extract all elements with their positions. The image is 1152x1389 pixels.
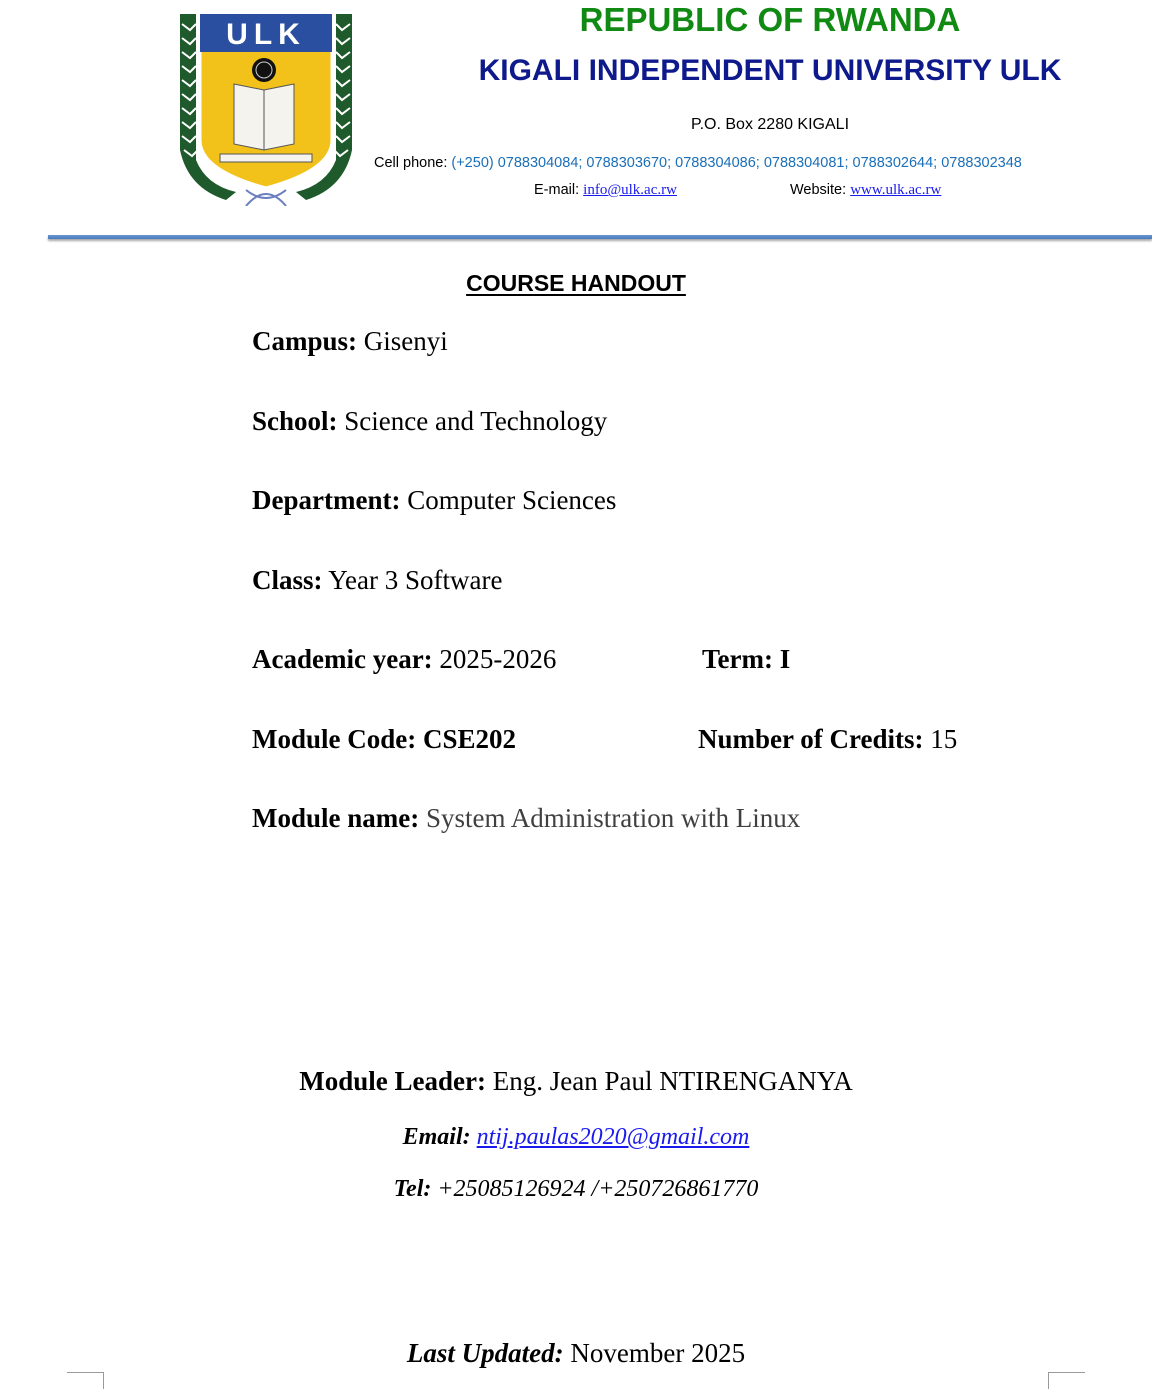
campus-value: Gisenyi [363,326,448,356]
school-value: Science and Technology [344,406,608,436]
cell-phone-numbers: (+250) 0788304084; 0788303670; 0788304086; 0788304081; 0788302644; 0788302348 [451,155,1022,171]
website-label: Website: [790,182,847,198]
module-leader-label: Module Leader: [299,1066,487,1096]
module-code-value: CSE202 [423,724,517,754]
department-field [252,483,616,517]
module-code-label: Module Code: [252,724,417,754]
school-label: School: [252,406,338,436]
cell-phone-label: Cell phone: [374,155,448,171]
leader-email-link[interactable]: ntij.paulas2020@gmail.com [476,1124,750,1150]
term-label: Term: [702,644,773,674]
ulk-crest-logo [176,10,356,206]
po-box: P.O. Box 2280 KIGALI [690,116,850,133]
leader-tel-line [0,1176,1152,1203]
header-divider [48,235,1152,239]
website-line [790,180,941,200]
module-name-value: System Administration with Linux [425,803,801,833]
last-updated-label: Last Updated: [406,1338,564,1368]
university-heading: KIGALI INDEPENDENT UNIVERSITY ULK [478,54,1062,87]
leader-tel-value: +25085126924 /+250726861770 [437,1176,759,1202]
credits-label: Number of Credits: [698,724,924,754]
document-title [0,270,1152,297]
website-link[interactable]: www.ulk.ac.rw [850,182,942,198]
department-label: Department: [252,485,401,515]
module-code-field [252,722,516,756]
credits-value: 15 [930,724,958,754]
university-email-link[interactable]: info@ulk.ac.rw [583,182,677,198]
school-field [252,404,607,438]
campus-label: Campus: [252,326,358,356]
last-updated-value: November 2025 [570,1338,746,1368]
module-leader-value: Eng. Jean Paul NTIRENGANYA [492,1066,853,1096]
university-email-line [534,180,677,200]
document-title-text: COURSE HANDOUT [466,270,686,296]
leader-email-label: Email: [402,1124,471,1150]
leader-tel-label: Tel: [393,1176,432,1202]
country-heading: REPUBLIC OF RWANDA [579,1,961,38]
module-name-label: Module name: [252,803,420,833]
leader-email-line [0,1124,1152,1151]
term-value: I [779,644,791,674]
last-updated [0,1338,1152,1369]
campus-field [252,324,448,358]
class-label: Class: [252,565,323,595]
department-value: Computer Sciences [407,485,617,515]
cell-phone-line [374,153,1022,173]
academic-year-value: 2025-2026 [439,644,557,674]
class-value: Year 3 Software [328,565,503,595]
email-label: E-mail: [534,182,580,198]
academic-year-field [252,642,556,676]
page-corner-mark-left [67,1372,104,1389]
academic-year-label: Academic year: [252,644,433,674]
credits-field [698,722,957,756]
class-field [252,563,503,597]
module-leader [0,1066,1152,1097]
term-field [702,642,790,676]
page-corner-mark-right [1048,1372,1085,1389]
svg-text:ULK: ULK [226,18,306,51]
module-name-field [252,801,800,835]
